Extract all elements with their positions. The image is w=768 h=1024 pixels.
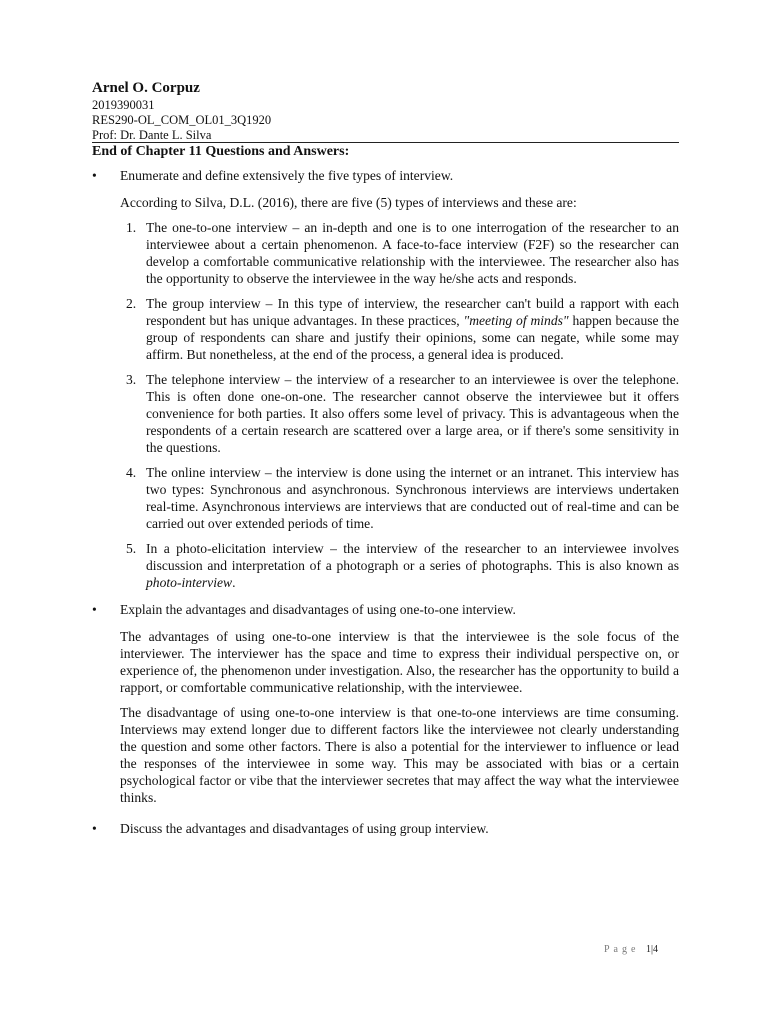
page-number: 1: [645, 944, 651, 955]
author-name: Arnel O. Corpuz: [92, 80, 200, 96]
question-1-text: Enumerate and define extensively the five types of interview.: [120, 168, 454, 183]
list-item-text: The group interview – In this type of interview, the researcher can't build a rapport with each respondent but has unique advantages. In these practices,: [146, 296, 679, 328]
document-header: [92, 78, 682, 143]
section-title: End of Chapter 11 Questions and Answers:: [92, 144, 350, 159]
question-3-text: Discuss the advantages and disadvantages of using group interview.: [120, 821, 489, 836]
bullet-icon: •: [92, 602, 97, 617]
list-item-text-end: happen because the group of respondents can share and justify their opinions, some can negate, while some may affirm. But nonetheless, at the end of the process, a general idea is produced.: [146, 313, 679, 362]
page-separator: |: [650, 944, 653, 955]
list-item-number: 1.: [126, 220, 137, 235]
page-label: Page: [604, 944, 640, 955]
question-3: [92, 820, 679, 837]
list-item-text: The telephone interview – the interview of a researcher to an interviewee is over the telephone. This is often done one-on-one. The researcher cannot observe the interviewee but it offers convenience for both parties. It also offers some level of privacy. This is advantageous when the respondents of a certain research are scattered over a large area, or if there's some sensitivity in the questions.: [146, 372, 679, 455]
document-body: [92, 167, 679, 847]
list-item-emphasis: photo-interview: [146, 575, 233, 590]
list-item-text-end: .: [232, 575, 236, 590]
list-item-number: 4.: [126, 465, 137, 480]
list-item: [120, 464, 679, 532]
question-1-intro: According to Silva, D.L. (2016), there are five (5) types of interviews and these are:: [120, 195, 577, 210]
list-item: [120, 540, 679, 591]
page-footer: [604, 944, 658, 955]
bullet-icon: •: [92, 821, 97, 836]
list-item-emphasis: "meeting of minds": [463, 313, 569, 328]
answer-2-disadvantages: The disadvantage of using one-to-one interview is that one-to-one interviews are time consuming. Interviews may extend longer due to different factors like the interviewee not clearly understanding the question and some other factors. There is also a potential for the interviewer to influence or lead the responses of the interviewee in some way. This may be associated with bias or a certain psychological factor or vibe that the interviewer secretes that may affect the way what the interviewee thinks.: [120, 705, 679, 805]
professor-name: Prof: Dr. Dante L. Silva: [92, 128, 212, 142]
interview-types-list: [120, 219, 679, 591]
course-code: RES290-OL_COM_OL01_3Q1920: [92, 113, 272, 127]
question-2-text: Explain the advantages and disadvantages of using one-to-one interview.: [120, 602, 516, 617]
page-total: 4: [652, 944, 658, 955]
list-item: [120, 295, 679, 363]
list-item: [120, 371, 679, 456]
answer-2-advantages: The advantages of using one-to-one interview is that the interviewee is the sole focus of the interviewer. The interviewer has the space and time to express their individual perspective on, or experience of, the phenomenon under investigation. Also, the researcher has the opportunity to build a rapport, or comfortable communicative relationship, with the interviewee.: [120, 629, 679, 695]
list-item-number: 5.: [126, 541, 137, 556]
list-item-text: The one-to-one interview – an in-depth and one is to one interrogation of the researcher to an interviewee about a certain phenomenon. A face-to-face interview (F2F) so the researcher can develop a comfortable communicative relationship with the interviewee. The researcher also has the opportunity to observe the interviewee in the way he/she acts and responds.: [146, 220, 679, 286]
student-id: 2019390031: [92, 98, 155, 112]
list-item-text: The online interview – the interview is done using the internet or an intranet. This interview has two types: Synchronous and asynchronous. Synchronous interviews are interviews undertaken real-time. Asynchronous interviews are interviews that are conducted out of real-time and can be carried out over extended periods of time.: [146, 465, 679, 531]
list-item-text: In a photo-elicitation interview – the interview of the researcher to an interviewee involves discussion and interpretation of a photograph or a series of photographs. This is also known as: [146, 541, 679, 573]
list-item-number: 2.: [126, 296, 137, 311]
list-item: [120, 219, 679, 287]
question-2: [92, 601, 679, 618]
bullet-icon: •: [92, 168, 97, 183]
list-item-number: 3.: [126, 372, 137, 387]
question-1: [92, 167, 679, 184]
